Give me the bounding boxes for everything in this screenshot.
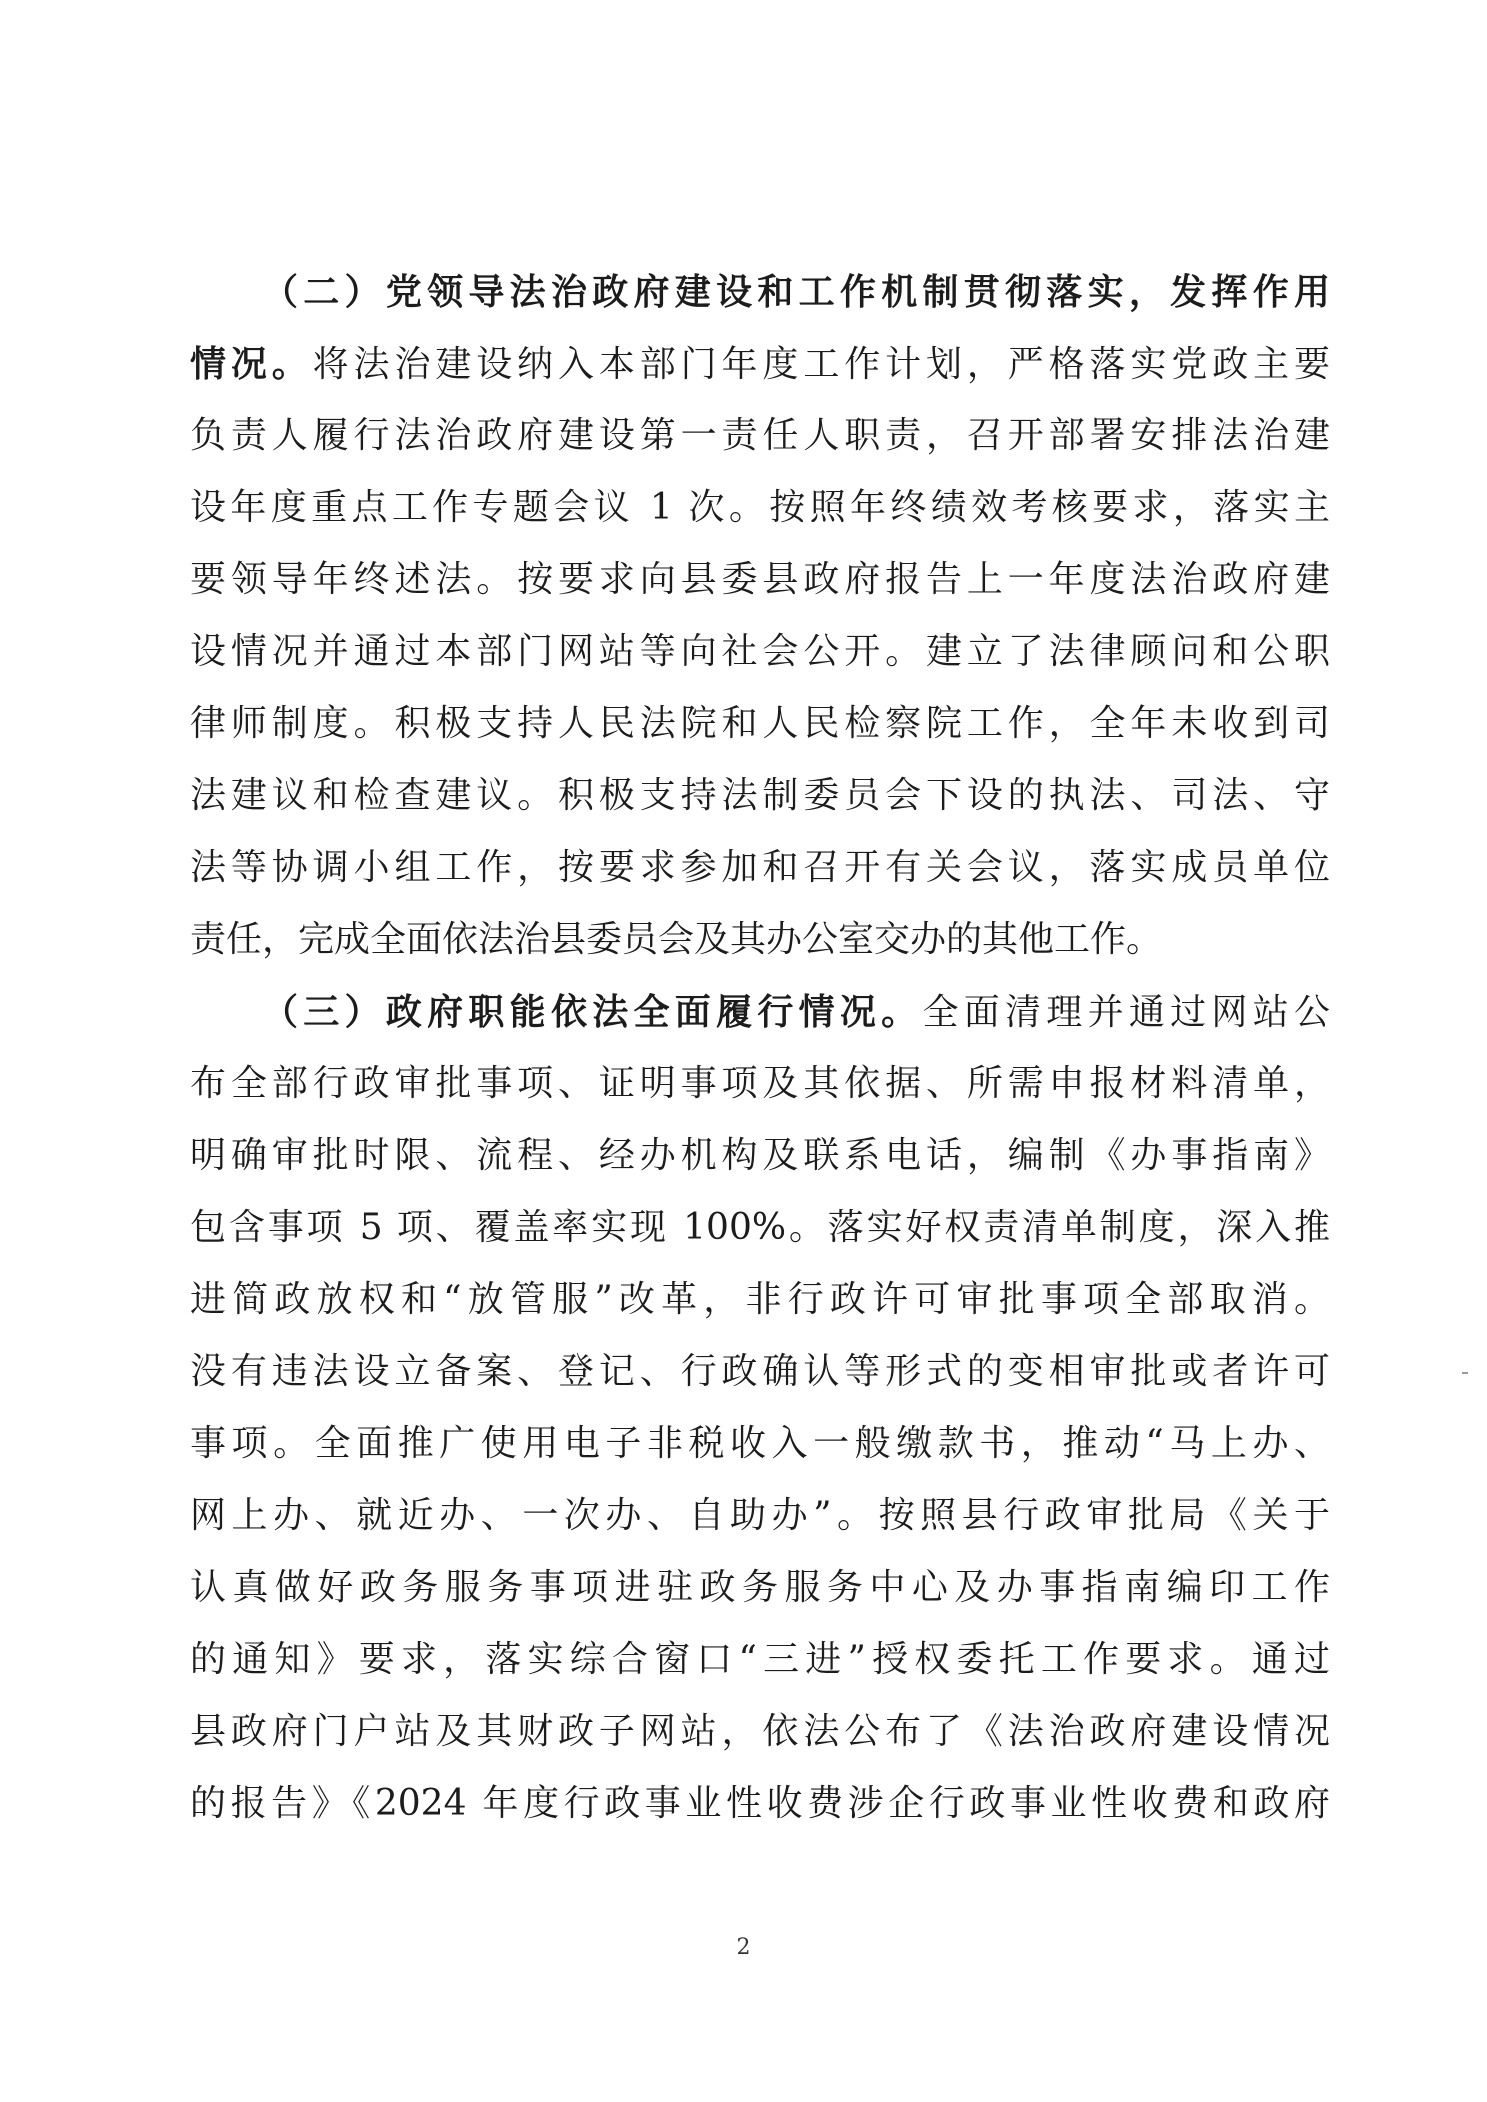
page-number: 2 <box>736 1935 751 1960</box>
section-heading: （三）政府职能依法全面履行情况。 <box>262 991 923 1033</box>
text-line: 事项。全面推广使用电子非税收入一般缴款书，推动“马上办、 <box>190 1423 1330 1464</box>
text-line: 设情况并通过本部门网站等向社会公开。建立了法律顾问和公职 <box>190 631 1330 672</box>
text-line: （三）政府职能依法全面履行情况。全面清理并通过网站公 <box>262 991 1330 1033</box>
document-body <box>190 256 1330 1840</box>
text-line: 要领导年终述法。按要求向县委县政府报告上一年度法治政府建 <box>190 559 1330 600</box>
text-line: 的通知》要求，落实综合窗口“三进”授权委托工作要求。通过 <box>190 1639 1330 1680</box>
text-line: 包含事项 5 项、覆盖率实现 100%。落实好权责清单制度，深入推 <box>190 1207 1330 1248</box>
text-line: 网上办、就近办、一次办、自助办”。按照县行政审批局《关于 <box>190 1495 1330 1536</box>
scan-artifact <box>1462 1372 1468 1374</box>
text-line: 负责人履行法治政府建设第一责任人职责，召开部署安排法治建 <box>190 415 1330 456</box>
text-line: 责任，完成全面依法治县委员会及其办公室交办的其他工作。 <box>190 919 1163 960</box>
text-line: 设年度重点工作专题会议 1 次。按照年终绩效考核要求，落实主 <box>190 487 1330 528</box>
text-line: 法等协调小组工作，按要求参加和召开有关会议，落实成员单位 <box>190 847 1330 888</box>
text-line <box>190 256 1330 328</box>
text-line: 县政府门户站及其财政子网站，依法公布了《法治政府建设情况 <box>190 1711 1330 1752</box>
text-line: 的报告》《2024 年度行政事业性收费涉企行政事业性收费和政府 <box>190 1783 1330 1824</box>
text-line: 没有违法设立备案、登记、行政确认等形式的变相审批或者许可 <box>190 1351 1330 1392</box>
text-line: 认真做好政务服务事项进驻政务服务中心及办事指南编印工作 <box>190 1567 1330 1608</box>
text-line: 法建议和检查建议。积极支持法制委员会下设的执法、司法、守 <box>190 775 1330 816</box>
text-line: 律师制度。积极支持人民法院和人民检察院工作，全年未收到司 <box>190 703 1330 744</box>
text-line: 明确审批时限、流程、经办机构及联系电话，编制《办事指南》 <box>190 1135 1330 1176</box>
text-line: 布全部行政审批事项、证明事项及其依据、所需申报材料清单， <box>190 1063 1330 1104</box>
text-line: 情况。将法治建设纳入本部门年度工作计划，严格落实党政主要 <box>190 343 1330 385</box>
text-line: 进简政放权和“放管服”改革，非行政许可审批事项全部取消。 <box>190 1279 1330 1320</box>
section-heading: （二）党领导法治政府建设和工作机制贯彻落实，发挥作用 <box>262 271 1330 313</box>
section-heading-tail: 情况。 <box>190 343 313 385</box>
